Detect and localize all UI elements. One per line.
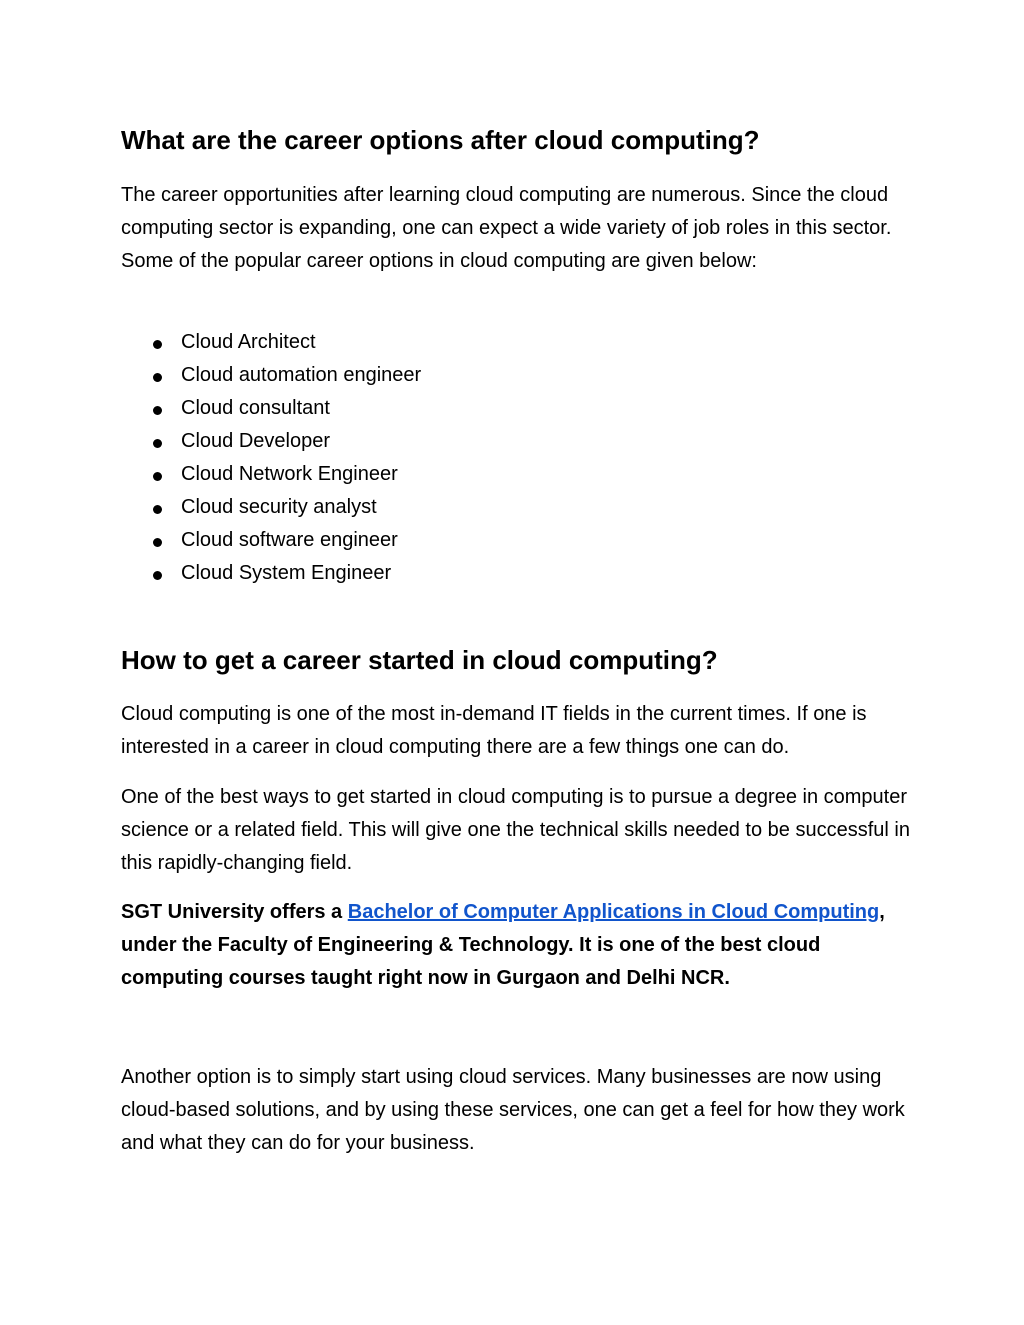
get-started-para-2: One of the best ways to get started in cloud computing is to pursue a degree in computer science or a related field. This will give one the technical skills needed to be successful in this rapidly-changing field.: [121, 786, 910, 874]
list-item: [121, 326, 421, 359]
career-options-heading: What are the career options after cloud computing?: [121, 125, 760, 155]
list-item: [121, 458, 421, 491]
career-label: Cloud automation engineer: [181, 364, 422, 386]
career-label: Cloud security analyst: [181, 496, 377, 518]
career-label: Cloud Architect: [181, 331, 316, 353]
list-item: [121, 425, 421, 458]
bca-cloud-computing-link[interactable]: Bachelor of Computer Applications in Cloud Computing: [347, 901, 880, 923]
bullet-icon: [153, 571, 162, 580]
career-label: Cloud software engineer: [181, 529, 398, 551]
sgt-university-highlight: [121, 896, 911, 995]
list-item: [121, 524, 421, 557]
get-started-para-1: Cloud computing is one of the most in-demand IT fields in the current times. If one is interested in a career in cloud computing there are a few things one can do.: [121, 703, 867, 758]
bullet-icon: [153, 505, 162, 514]
bullet-icon: [153, 340, 162, 349]
bullet-icon: [153, 439, 162, 448]
highlight-suffix: , under the Faculty of Engineering & Technology. It is one of the best cloud computing courses taught right now in Gurgaon and Delhi NCR.: [121, 901, 885, 989]
get-started-para-3: Another option is to simply start using cloud services. Many businesses are now using cloud-based solutions, and by using these services, one can get a feel for how they work and what they can do for your business.: [121, 1066, 905, 1154]
career-label: Cloud consultant: [181, 397, 330, 419]
career-label: Cloud Network Engineer: [181, 463, 398, 485]
get-started-heading: How to get a career started in cloud computing?: [121, 645, 718, 675]
bullet-icon: [153, 472, 162, 481]
list-item: [121, 359, 421, 392]
list-item: [121, 491, 421, 524]
career-options-list: [121, 326, 421, 590]
bullet-icon: [153, 373, 162, 382]
career-label: Cloud Developer: [181, 430, 330, 452]
career-options-intro: The career opportunities after learning cloud computing are numerous. Since the cloud computing sector is expanding, one can expect a wide variety of job roles in this sector. Some of the popular career options in cloud computing are given below:: [121, 184, 892, 272]
bullet-icon: [153, 538, 162, 547]
bullet-icon: [153, 406, 162, 415]
career-label: Cloud System Engineer: [181, 562, 392, 584]
highlight-prefix: SGT University offers a: [121, 901, 348, 923]
list-item: [121, 392, 421, 425]
list-item: [121, 557, 421, 590]
